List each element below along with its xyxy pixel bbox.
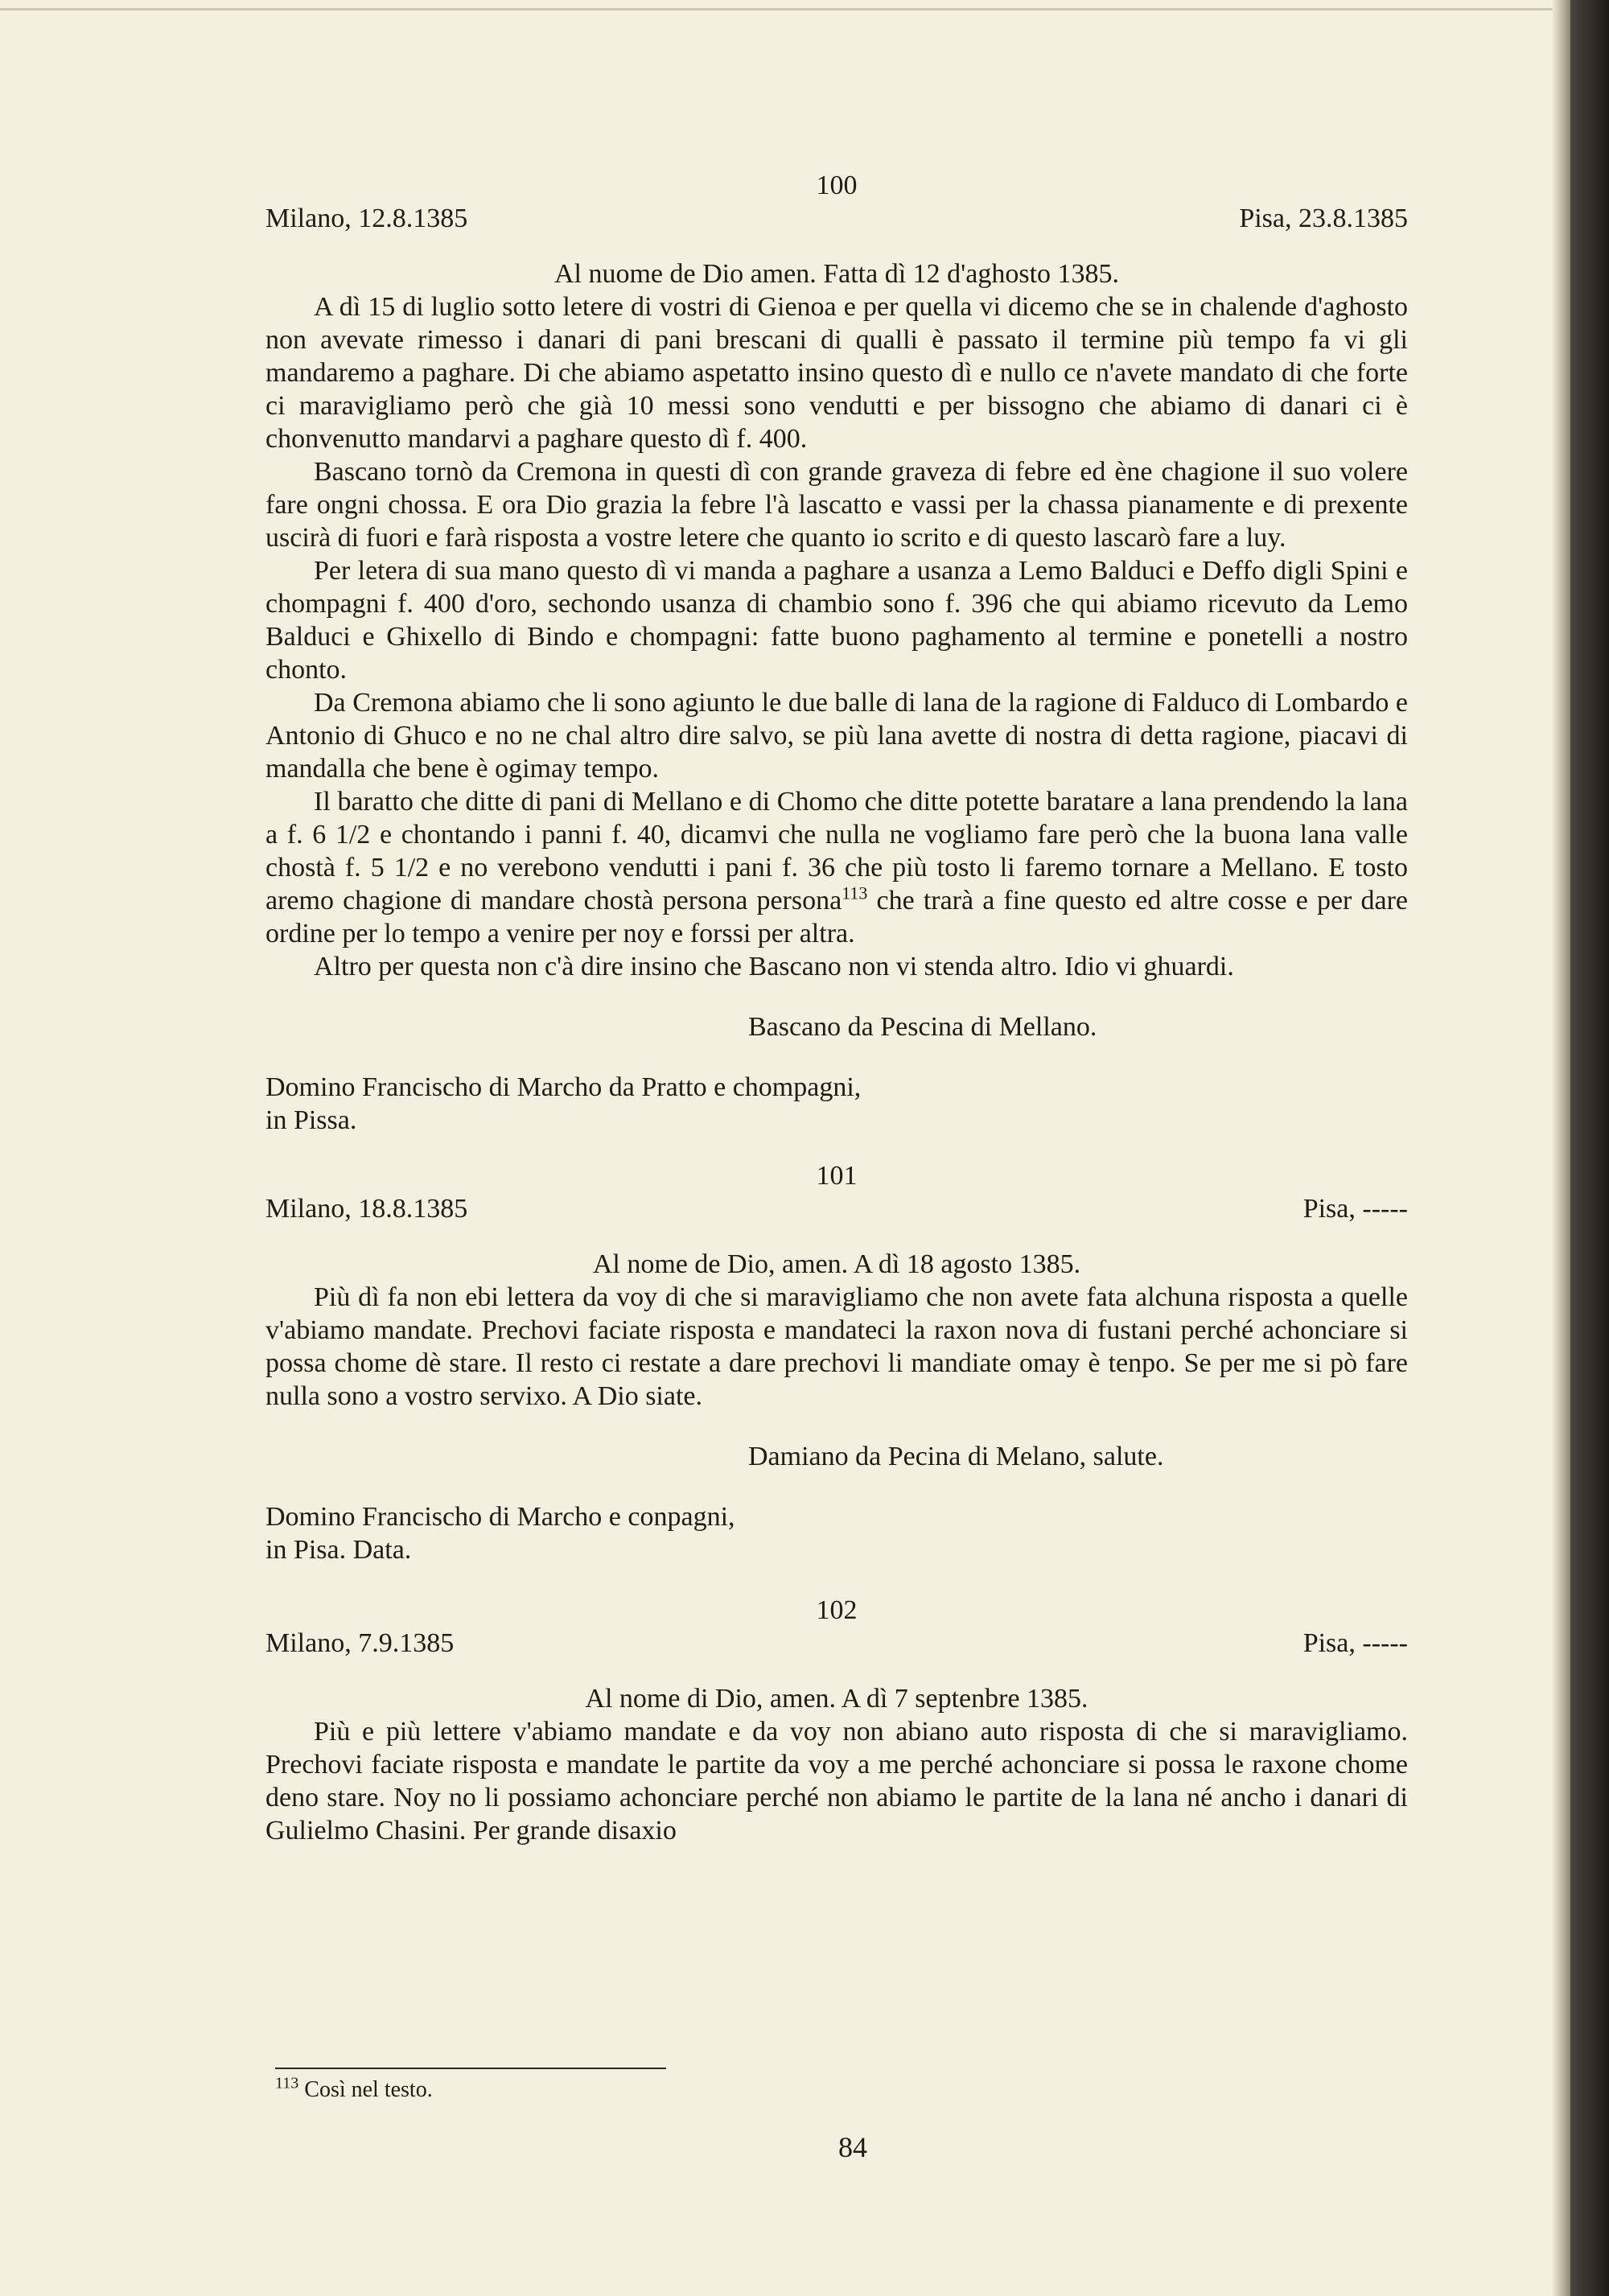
letter-100-paragraph: Da Cremona abiamo che li sono agiunto le due balle di lana de la ragione di Falduco di Lombardo e Antonio di Ghuco e no ne chal altro dire salvo, se più lana avette di nostra di detta ragione, piacavi di mandalla che bene è ogimay tempo. [265, 688, 1408, 784]
letter-101-header [265, 1192, 1408, 1225]
footnote-number: 113 [275, 2074, 299, 2092]
page-number: 84 [838, 2131, 867, 2163]
footnote-reference: 113 [842, 883, 868, 903]
letter-101-invocation: Al nome de Dio, amen. A dì 18 agosto 1385. [592, 1249, 1081, 1279]
letter-100-paragraph-part: Il baratto che ditte di pani di Mellano e di Chomo che ditte potette baratare a lana prendendo la lana a f. 6 1/2 e chontando i panni f. 40, dicamvi che nulla ne vogliamo fare però che la buona lana valle chostà f. 5 1/2 e no verebono vendutti i pani f. 36 che più tosto li faremo tornare a Mellano. E tosto aremo chagione di mandare chostà persona persona [265, 787, 1408, 916]
letter-100-to: Pisa, 23.8.1385 [1239, 204, 1408, 233]
letter-101-address-line: in Pisa. Data. [265, 1535, 412, 1565]
letter-number-100: 100 [816, 171, 858, 200]
letter-102-from: Milano, 7.9.1385 [265, 1628, 455, 1658]
letter-100-paragraph: A dì 15 di luglio sotto letere di vostri di Gienoa e per quella vi dicemo che se in chalende d'aghosto non avevate rimesso i danari di pani brescani di qualli è passato il termine più tempo fa vi gli mandaremo a paghare. Di che abiamo aspetatto insino questo dì e nullo ce n'avete mandato di che forte ci maravigliamo però che già 10 messi sono vendutti e per bissogno che abiamo di danari ci è chonvenutto mandarvi a paghare questo dì f. 400. [265, 292, 1408, 454]
letter-number-102: 102 [816, 1595, 858, 1625]
letter-102-to: Pisa, ----- [1302, 1628, 1408, 1658]
footnote-text: Così nel testo. [304, 2077, 433, 2102]
letter-102-header [265, 1627, 1408, 1660]
letter-number-101: 101 [816, 1161, 858, 1191]
letter-100-paragraph: Bascano tornò da Cremona in questi dì con grande graveza di febre ed ène chagione il suo volere fare ongni chossa. E ora Dio grazia la febre l'à lascatto e vassi per la chassa pianamente e di prexente uscirà di fuori e farà risposta a vostre letere che quanto io scrito e di questo lascarò fare a luy. [265, 457, 1408, 553]
letter-100-address-line: in Pissa. [265, 1105, 357, 1135]
letter-101-paragraph: Più dì fa non ebi lettera da voy di che si maravigliamo che non avete fata alchuna risposta a quelle v'abiamo mandate. Prechovi faciate risposta e mandateci la raxon nova di fustani perché achonciare si possa chome dè stare. Il resto ci restate a dare prechovi li mandiate omay è tenpo. Se per me si pò fare nulla sono a vostro servixo. A Dio siate. [265, 1282, 1408, 1411]
letter-100-paragraph-with-note [265, 785, 1408, 950]
letter-101-signature: Damiano da Pecina di Melano, salute. [748, 1442, 1164, 1471]
page-top-rule [0, 8, 1570, 10]
letter-102-invocation: Al nome di Dio, amen. A dì 7 septenbre 1385. [585, 1684, 1088, 1714]
letter-100-address-line: Domino Francischo di Marcho da Pratto e chompagni, [265, 1072, 862, 1102]
letter-101-from: Milano, 18.8.1385 [265, 1194, 468, 1224]
letter-101-address-line: Domino Francischo di Marcho e conpagni, [265, 1502, 735, 1532]
letter-101-to: Pisa, ----- [1302, 1194, 1408, 1224]
letter-102-paragraph: Più e più lettere v'abiamo mandate e da voy non abiano auto risposta di che si maravigliamo. Prechovi faciate risposta e mandate le partite da voy a me perché achonciare si possa le raxone chome deno stare. Noy no li possiamo achonciare perché non abiamo le partite de la lana né ancho i danari di Gulielmo Chasini. Per grande disaxio [265, 1717, 1408, 1845]
footnote-separator [275, 2068, 666, 2069]
letter-100-paragraph: Per letera di sua mano questo dì vi manda a paghare a usanza a Lemo Balduci e Deffo digli Spini e chompagni f. 400 d'oro, sechondo usanza di chambio sono f. 396 che qui abiamo ricevuto da Lemo Balduci e Ghixello di Bindo e chompagni: fatte buono paghamento al termine e ponetelli a nostro chonto. [265, 556, 1408, 685]
letter-100-invocation: Al nuome de Dio amen. Fatta dì 12 d'aghosto 1385. [553, 259, 1120, 289]
main-text-block [265, 169, 1408, 1847]
letter-100-from: Milano, 12.8.1385 [265, 204, 468, 233]
page-edge-shadow [1553, 0, 1570, 2296]
book-binding [1570, 0, 1609, 2296]
footnote [275, 2074, 433, 2106]
letter-100-paragraph-part: che trarà a fine questo ed altre cosse e per dare ordine per lo tempo a venire per noy e forssi per altra. [265, 886, 1409, 948]
letter-100-paragraph: Altro per questa non c'à dire insino che Bascano non vi stenda altro. Idio vi ghuardi. [314, 952, 1234, 981]
letter-100-header [265, 202, 1408, 235]
letter-100-signature: Bascano da Pescina di Mellano. [748, 1012, 1097, 1042]
